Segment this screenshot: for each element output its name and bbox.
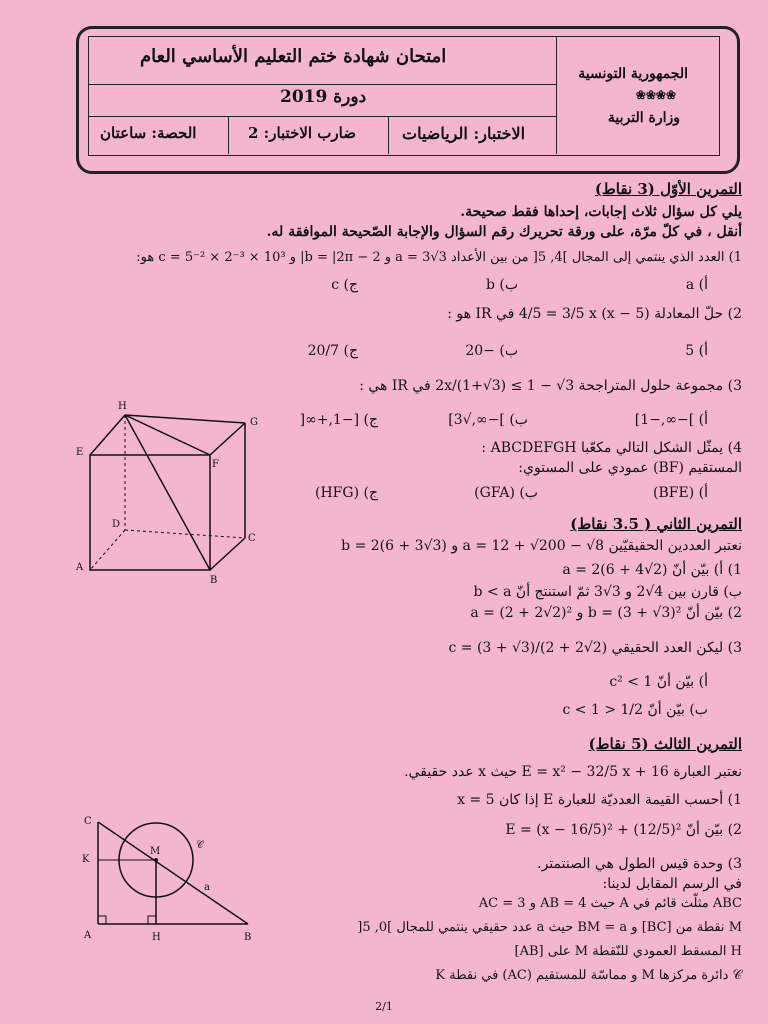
ex1-title: التمرين الأوّل (3 نقاط) xyxy=(594,180,742,198)
exam-period: الحصة: ساعتان xyxy=(100,124,197,142)
tri-label-circle: 𝒞 xyxy=(196,840,204,851)
ex3-l1: نعتبر العبارة E = x² − 32/5 x + 16 حيث x عدد حقيقي. xyxy=(404,764,742,780)
cube-label-d: D xyxy=(112,519,121,530)
ex1-q3-b: ب) ]−∞,√3] xyxy=(448,412,528,428)
ex3-bullet1: ABC مثلّث قائم في A حيث AB = 4 و AC = 3 xyxy=(478,896,742,911)
ex3-title: التمرين الثالث (5 نقاط) xyxy=(588,735,742,753)
cube-label-a: A xyxy=(76,562,84,573)
ex1-intro1: يلي كل سؤال ثلاث إجابات، إحداها فقط صحيحة. xyxy=(460,204,742,220)
center-point-m xyxy=(154,858,158,862)
cube-label-e: E xyxy=(76,447,84,458)
exam-subject: الاختبار: الرياضيات xyxy=(402,124,526,143)
country-name: الجمهورية التونسية xyxy=(578,66,688,82)
ex2-l4: 2) بيّن أنّ b = (3 + √3)² و a = (2 + 2√2)² xyxy=(470,605,742,621)
ex2-l1: نعتبر العددين الحقيقيّين a = 12 + √200 − √8 و b = 2(6 + 3√3) xyxy=(341,538,742,554)
ex1-q1: 1) العدد الذي ينتمي إلى المجال ]4, 5[ من بين الأعداد a = 3√3 و b = |2π − 2| و c = 5⁻² × 2⁻³ × 10³ هو: xyxy=(136,250,742,265)
ex1-q1-a: أ) a xyxy=(685,277,708,293)
ex1-q3-a: أ) ]−∞,−1] xyxy=(634,412,708,428)
emblem-icon: ❀❀❀❀ xyxy=(635,88,676,102)
ex2-l7: ب) بيّن أنّ 1/2 < c < 1 xyxy=(562,702,708,718)
ministry-name: وزارة التربية xyxy=(607,110,680,126)
tri-label-a: A xyxy=(84,930,92,941)
ex3-l2: 1) أحسب القيمة العدديّة للعبارة E إذا كان x = 5 xyxy=(457,792,742,808)
ex1-q2-b: ب) −20 xyxy=(465,343,518,359)
page-number: 2/1 xyxy=(375,1000,393,1013)
ex2-l3: ب) قارن بين 4√2 و 3√3 ثمّ استنتج أنّ b < a xyxy=(473,584,742,600)
ex1-q3-c: ج) [−1,+∞[ xyxy=(299,412,378,428)
cube-label-f: F xyxy=(212,459,219,470)
ex2-l6: أ) بيّن أنّ c² < 1 xyxy=(609,674,708,690)
ex1-q4-b: ب) (GFA) xyxy=(474,485,538,501)
ex3-bullet2: M نقطة من [BC] و BM = a حيث a عدد حقيقي ينتمي للمجال ]0, 5[ xyxy=(357,920,742,935)
header-col-line2 xyxy=(388,116,389,154)
ex1-q4-a: أ) (BFE) xyxy=(653,485,708,501)
ex1-q1-b: ب) b xyxy=(485,277,518,293)
tri-label-k: K xyxy=(82,854,90,865)
tri-label-a-len: a xyxy=(204,882,210,893)
ex3-l3: 2) بيّن أنّ E = (x − 16/5)² + (12/5)² xyxy=(505,822,742,838)
ex3-bullet3: H المسقط العمودي للنّقطة M على [AB] xyxy=(514,944,742,959)
ex3-l5: في الرسم المقابل لدينا: xyxy=(602,876,742,892)
ex1-q4b: المستقيم (BF) عمودي على المستوي: xyxy=(518,460,742,476)
exam-coefficient: ضارب الاختبار: 2 xyxy=(248,124,356,142)
ex1-q4-c: ج) (HFG) xyxy=(315,485,378,501)
header-row-line xyxy=(88,116,556,117)
tri-label-m: M xyxy=(150,846,161,857)
ex1-q1-c: ج) c xyxy=(331,277,358,293)
ex2-title: التمرين الثاني ( 3.5 نقاط) xyxy=(570,515,742,533)
ex3-l4: 3) وحدة قيس الطول هي الصنتمتر. xyxy=(537,856,742,872)
ex1-q2-a: أ) 5 xyxy=(685,343,708,359)
tri-label-c: C xyxy=(84,816,92,827)
tri-label-b: B xyxy=(244,932,252,943)
cube-label-c: C xyxy=(248,533,256,544)
header-row-line2 xyxy=(88,84,556,85)
exam-session: دورة 2019 xyxy=(280,87,367,107)
ex3-bullet4: 𝒞 دائرة مركزها M و مماسّة للمستقيم (AC) في نقطة K xyxy=(435,968,742,983)
ex1-q3: 3) مجموعة حلول المتراجحة 2x/(1+√3) ≤ 1 − √3 في IR هي : xyxy=(359,378,742,394)
header-col-line1 xyxy=(228,116,229,154)
tri-label-h: H xyxy=(152,932,161,943)
ex2-l2: 1) أ) بيّن أنّ a = 2(6 + 4√2) xyxy=(562,562,742,578)
ex1-q4a: 4) يمثّل الشكل التالي مكعّبا ABCDEFGH : xyxy=(481,440,742,456)
cube-label-h: H xyxy=(118,401,127,412)
exam-title: امتحان شهادة ختم التعليم الأساسي العام xyxy=(140,46,447,67)
ex2-l5: 3) ليكن العدد الحقيقي c = (3 + √3)/(2 + 2√2) xyxy=(448,640,742,656)
cube-label-b: B xyxy=(210,575,218,585)
cube-label-g: G xyxy=(250,417,258,428)
triangle-circle-figure xyxy=(76,812,266,947)
ex1-q2: 2) حلّ المعادلة (5 − x) 4/5 = 3/5 x في IR هو : xyxy=(447,306,742,322)
ex1-q2-c: ج) 20/7 xyxy=(307,343,358,359)
cube-figure xyxy=(70,395,270,585)
ex1-intro2: أنقل ، في كلّ مرّة، على ورقة تحريرك رقم السؤال والإجابة الصّحيحة الموافقة له. xyxy=(266,224,742,240)
